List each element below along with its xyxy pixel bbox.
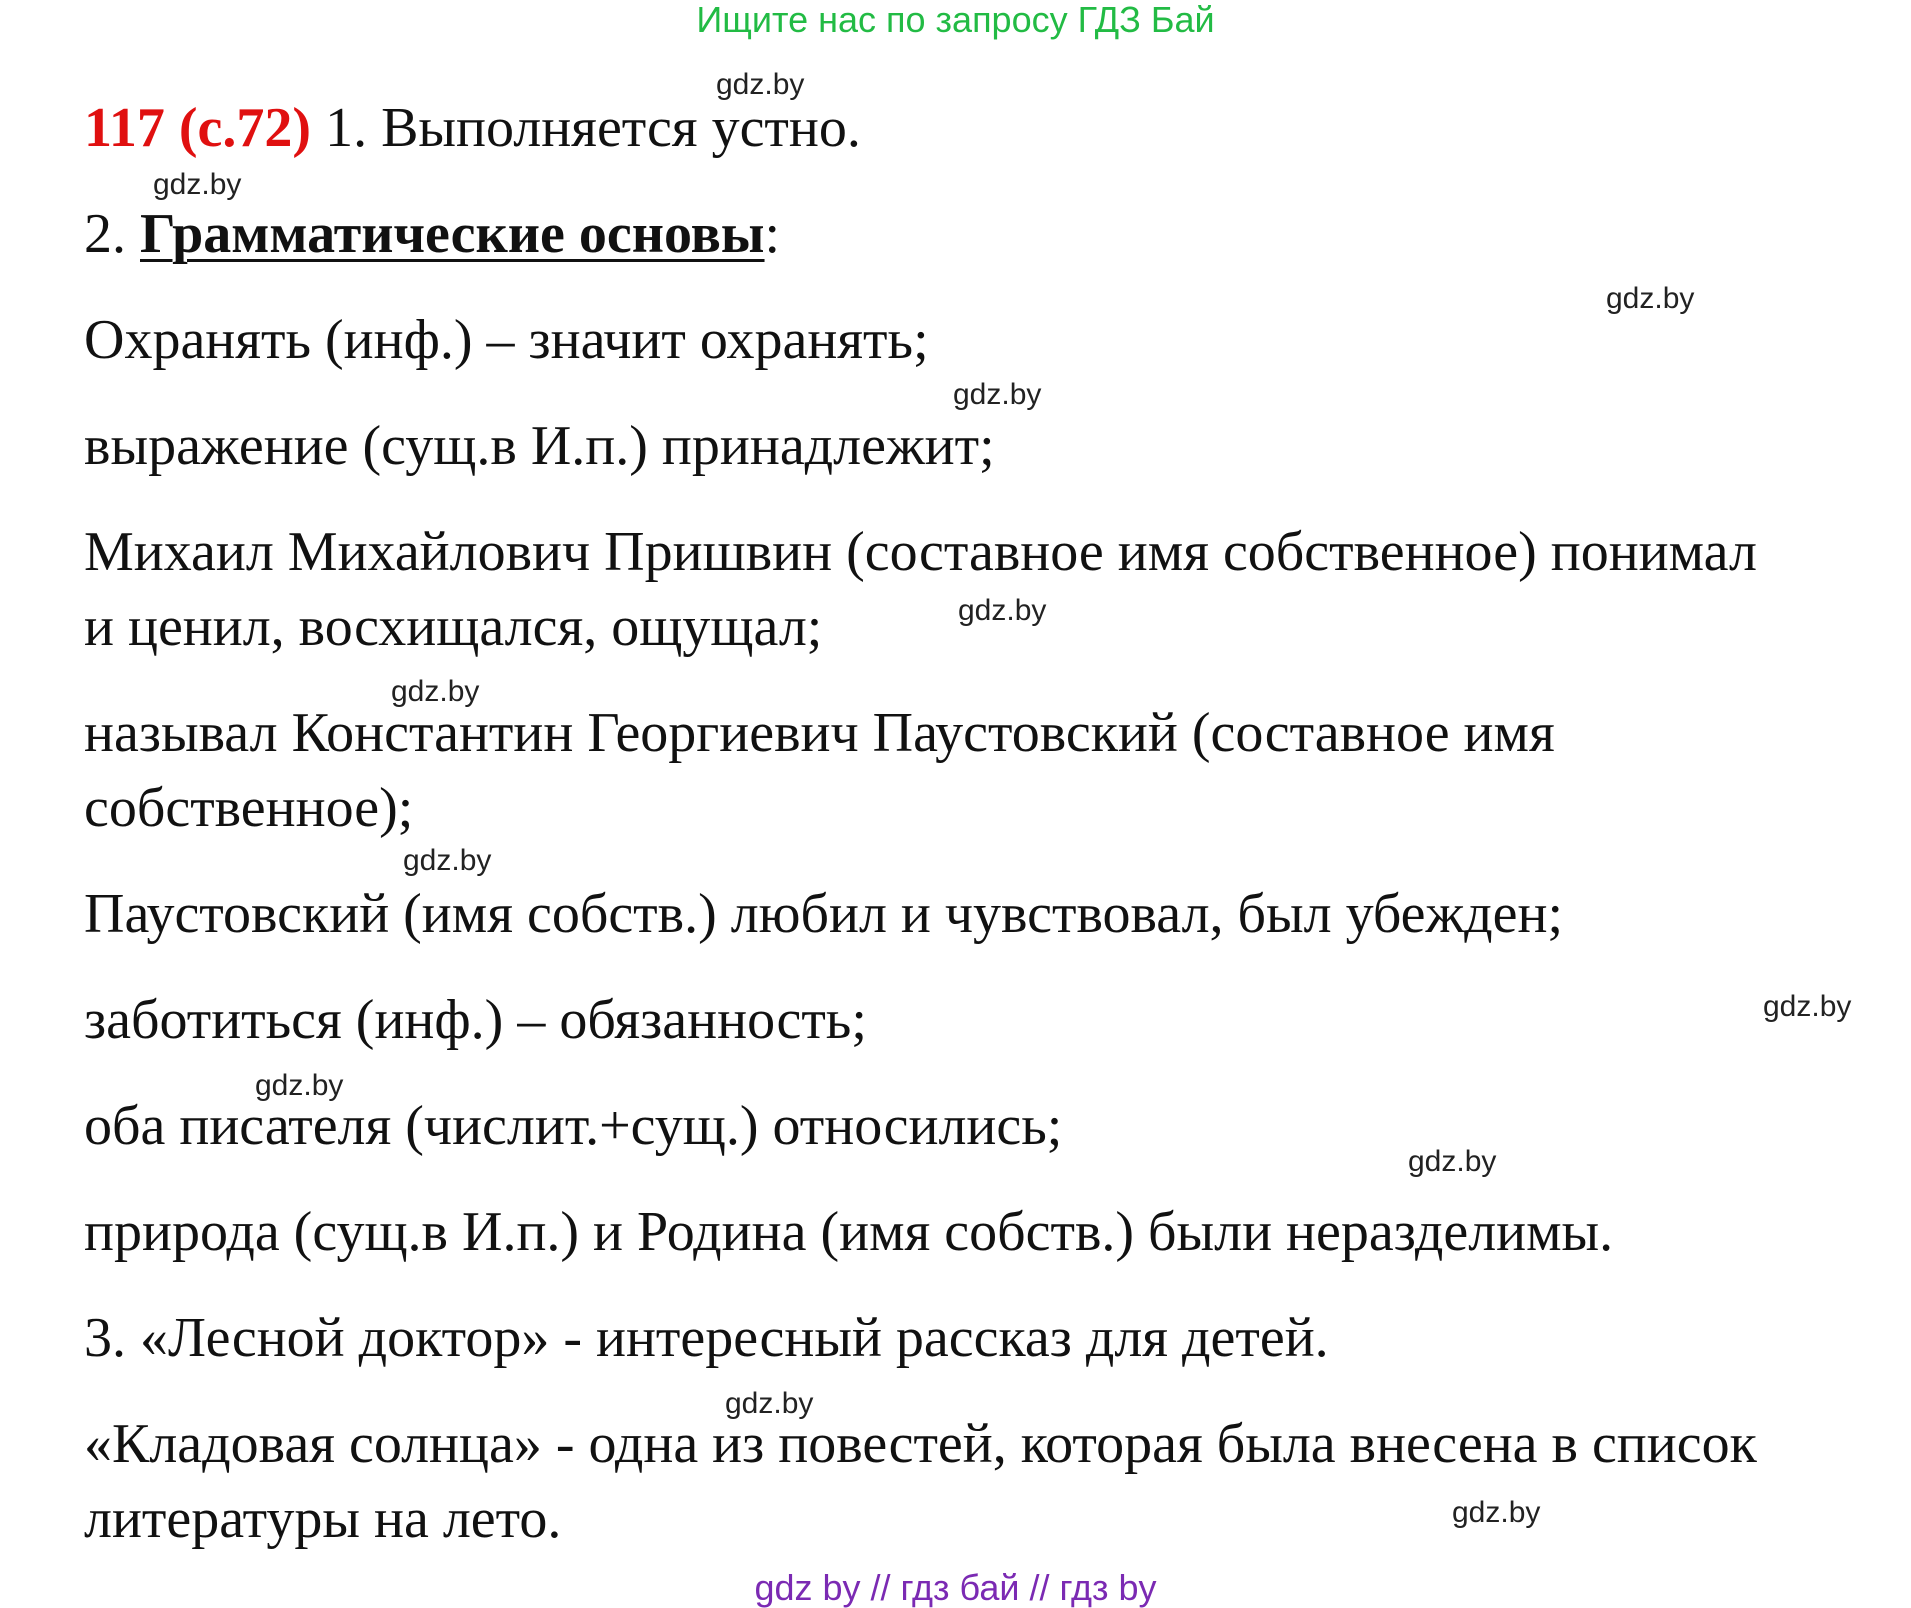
watermark: gdz.by (153, 168, 242, 201)
footer-links: gdz by // гдз бай // гдз by (754, 1567, 1157, 1608)
section-2-colon: : (764, 203, 781, 265)
answer-line: и ценил, восхищался, ощущал; (84, 596, 823, 658)
section-2-heading-line (84, 198, 780, 270)
watermark: gdz.by (391, 675, 480, 708)
task-line (84, 92, 861, 164)
answer-line: называл Константин Георгиевич Паустовский (составное имя (84, 702, 1555, 764)
watermark: gdz.by (716, 68, 805, 101)
answer-line: Охранять (инф.) – значит охранять; (84, 309, 929, 371)
watermark: gdz.by (1763, 990, 1852, 1023)
answer-line: природа (сущ.в И.п.) и Родина (имя собств.) были неразделимы. (84, 1201, 1614, 1263)
top-banner: Ищите нас по запросу ГДЗ Бай (696, 0, 1215, 40)
watermark: gdz.by (403, 844, 492, 877)
answer-line: 3. «Лесной доктор» - интересный рассказ для детей. (84, 1307, 1329, 1369)
watermark: gdz.by (953, 378, 1042, 411)
answer-line: заботиться (инф.) – обязанность; (84, 989, 867, 1051)
watermark: gdz.by (1606, 282, 1695, 315)
watermark: gdz.by (958, 594, 1047, 627)
section-2-prefix: 2. (84, 203, 140, 265)
task-item-1: 1. Выполняется устно. (311, 97, 861, 159)
answer-line: Паустовский (имя собств.) любил и чувствовал, был убежден; (84, 883, 1564, 945)
task-number: 117 (с.72) (84, 97, 312, 159)
answer-line: выражение (сущ.в И.п.) принадлежит; (84, 415, 995, 477)
answer-line: «Кладовая солнца» - одна из повестей, которая была внесена в список (84, 1413, 1757, 1475)
watermark: gdz.by (1452, 1496, 1541, 1529)
section-2-heading: Грамматические основы (140, 203, 765, 265)
watermark: gdz.by (725, 1387, 814, 1420)
watermark: gdz.by (255, 1069, 344, 1102)
answer-line: литературы на лето. (84, 1488, 562, 1550)
watermark: gdz.by (1408, 1145, 1497, 1178)
answer-line: оба писателя (числит.+сущ.) относились; (84, 1095, 1063, 1157)
answer-line: Михаил Михайлович Пришвин (составное имя собственное) понимал (84, 521, 1757, 583)
answer-line: собственное); (84, 777, 414, 839)
